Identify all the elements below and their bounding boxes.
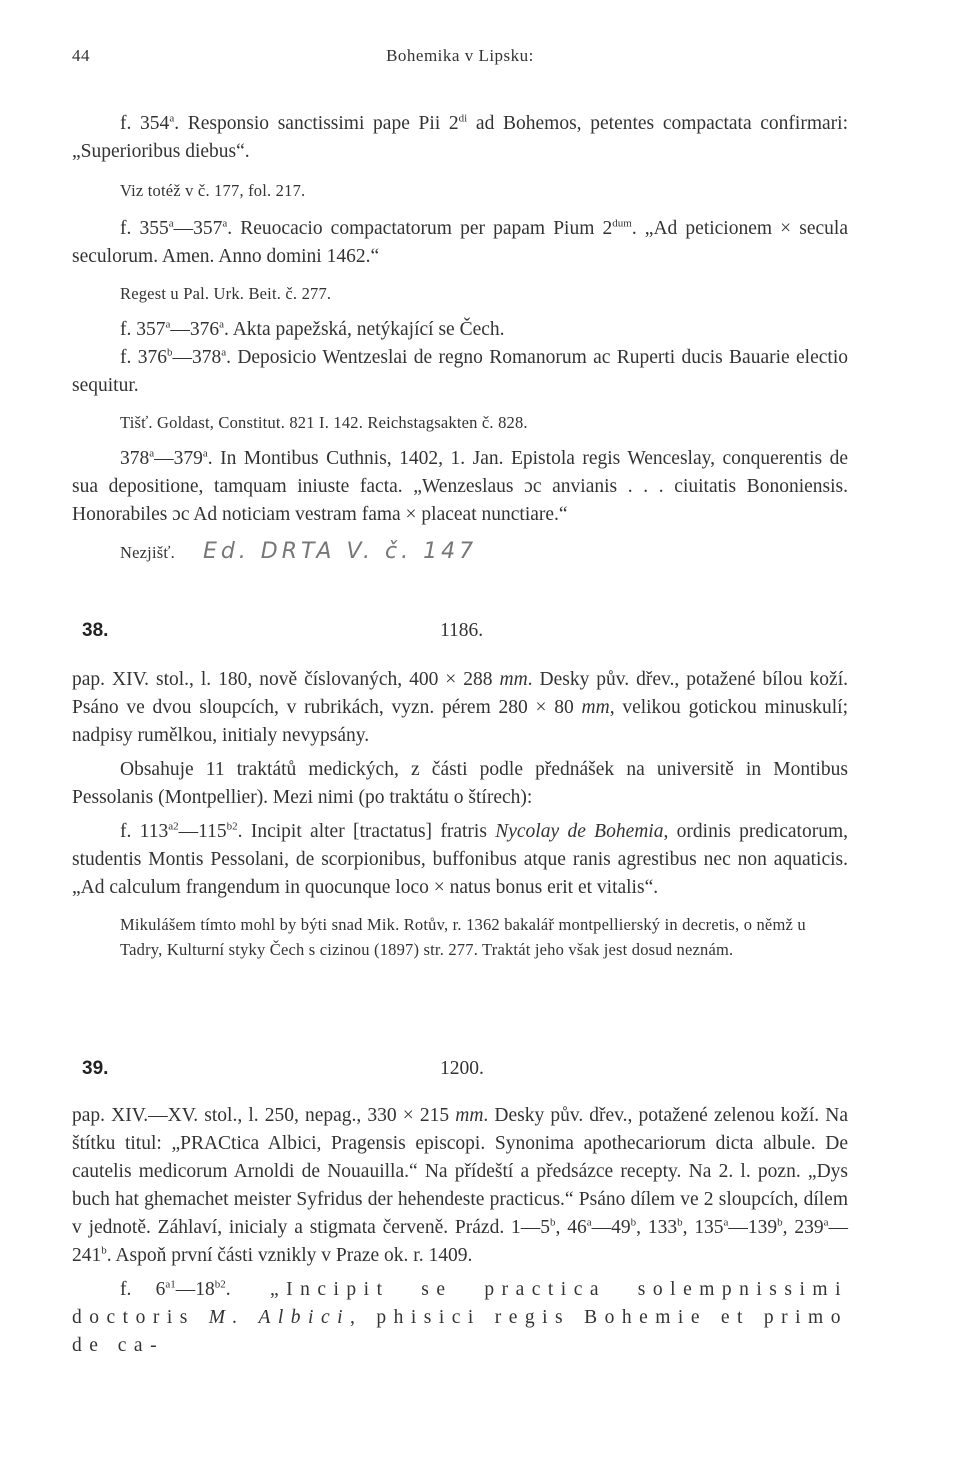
folio-355-paragraph: f. 355$^a$—357$^a$. Reuocacio compactatorum per papam Pium $2^{dum}$. „Ad peticionem × secula seculorum. Amen. Anno domini 1462.“ bbox=[72, 217, 849, 267]
folio-376-paragraph: f. 376$^b$—378$^a$. Deposicio Wentzeslai de regno Romanorum ac Ruperti ducis Bauarie electio sequitur. bbox=[72, 346, 848, 396]
folio-376-note: Tišť. Goldast, Constitut. 821 I. 142. Reichstagsakten č. 828. bbox=[120, 413, 528, 432]
entry-38-heading bbox=[82, 620, 782, 650]
entry-shelfmark: 1200. bbox=[440, 1058, 484, 1079]
folio-354-note: Viz totéž v č. 177, fol. 217. bbox=[120, 181, 306, 200]
handwritten-annotation: Ed. DRTA V. č. 147 bbox=[202, 539, 478, 564]
folio-113-paragraph: f. $113^{a2}—115^{b2}$. Incipit alter [tractatus] fratris Nycolay de Bohemia, ordinis predicatorum, studentis Montis Pessolani, de scorpionibus, buffonibus atque ranis agrestibus nec non aquaticis. „Ad calculum frangendum in quocunque loco × natus bonus erit et vitalis“. bbox=[72, 820, 848, 898]
entry-38-description: pap. XIV. stol., l. 180, nově číslovaných, 400 × 288 mm. Desky pův. dřev., potažené bílou koží. Psáno ve dvou sloupcích, v rubrikách, vyzn. pérem 280 × 80 mm, velikou gotickou minuskulí; nadpisy rumělkou, initialy nevypsány. bbox=[72, 669, 848, 746]
note-label: Nezjišť. bbox=[120, 543, 175, 562]
entry-number: 38. bbox=[82, 620, 109, 641]
entry-shelfmark: 1186. bbox=[440, 620, 484, 641]
page-header bbox=[72, 46, 848, 72]
folio-357-paragraph: f. 357$^a$—376$^a$. Akta papežská, netýkající se Čech. bbox=[120, 318, 505, 340]
folio-6-paragraph: f. $6^{a1}—18^{b2}$. „Incipit se practica solempnissimi doctoris M. Albici, phisici regis Bohemie et primo de ca- bbox=[72, 1278, 848, 1356]
folio-354-paragraph: f. 354$^a$. Responsio sanctissimi pape Pii $2^{di}$ ad Bohemos, petentes compactata confirmari: „Superioribus diebus“. bbox=[72, 112, 848, 162]
folio-355-note: Regest u Pal. Urk. Beit. č. 277. bbox=[120, 284, 332, 303]
entry-39-heading bbox=[82, 1058, 782, 1088]
folio-378-note bbox=[72, 539, 848, 565]
entry-39-body bbox=[72, 1102, 848, 1360]
folio-378-paragraph: 378$^a$—379$^a$. In Montibus Cuthnis, 1402, 1. Jan. Epistola regis Wenceslay, conquerentis de sua depositione, tamquam iniuste facta. „Wenzeslaus ɔc anvianis . . . ciuitatis Bononiensis. Honorabiles ɔc Ad noticiam vestram fama × placeat nunctiare.“ bbox=[72, 447, 848, 525]
entry-38-contents: Obsahuje 11 traktátů medických, z části podle přednášek na universitě in Montibus Pessolanis (Montpellier). Mezi nimi (po traktátu o štírech): bbox=[72, 759, 848, 808]
entry-number: 39. bbox=[82, 1058, 109, 1079]
page-number: 44 bbox=[72, 46, 90, 65]
entry-continuation bbox=[72, 110, 848, 565]
entry-39-description: pap. XIV.—XV. stol., l. 250, nepag., 330 × 215 mm. Desky pův. dřev., potažené zelenou koží. Na štítku titul: „PRACtica Albici, Pragensis episcopi. Synonima apothecariorum dicta albule. De cautelis medicorum Arnoldi de Nouauilla.“ Na přídeští a předsázce recepty. Na 2. l. pozn. „Dys buch hat ghemachet meister Syfridus der hehendeste practicus.“ Psáno dílem ve 2 sloupcích, dílem v jednotě. Záhlaví, inicialy a stigmata červeně. Prázd. 1—5$^b$, 46$^a$—49$^b$, 133$^b$, 135$^a$—139$^b$, 239$^a$—241$^b$. Aspoň první části vznikly v Praze ok. r. 1409. bbox=[72, 1105, 849, 1266]
entry-38-body bbox=[72, 666, 848, 962]
running-title: Bohemika v Lipsku: bbox=[386, 46, 534, 65]
entry-38-note: Mikulášem tímto mohl by býti snad Mik. Rotův, r. 1362 bakalář montpellierský in decretis, o němž u Tadry, Kulturní styky Čech s cizinou (1897) str. 277. Traktát jeho však jest dosud neznám. bbox=[120, 915, 806, 959]
